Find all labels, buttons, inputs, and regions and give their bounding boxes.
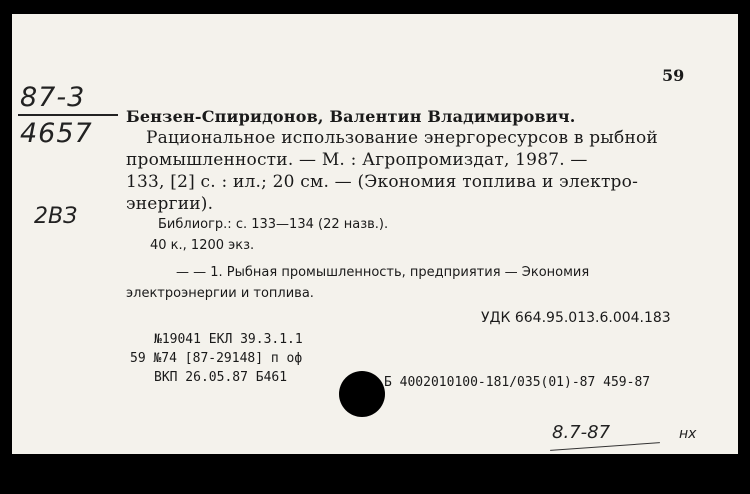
handwritten-underline — [550, 442, 660, 451]
shelf-mark-bottom: 4657 — [20, 118, 93, 149]
description-line-3: 133, [2] с. : ил.; 20 см. — (Экономия топлива и электро- — [126, 172, 639, 192]
bibliography-note: Библиогр.: с. 133—134 (22 назв.). — [158, 217, 389, 232]
registry-code-2: 59 №74 [87-29148] п оф — [130, 351, 303, 366]
author-heading: Бензен-Спиридонов, Валентин Владимирович. — [126, 107, 576, 126]
catalog-card — [12, 14, 738, 454]
publisher-code: Б 4002010100-181/035(01)-87 459-87 — [384, 375, 651, 390]
registry-code-1: №19041 ЕКЛ 39.3.1.1 — [154, 332, 303, 347]
punch-hole — [339, 371, 385, 417]
subject-line-2: электроэнергии и топлива. — [126, 286, 314, 301]
udk-classification: УДК 664.95.013.6.004.183 — [481, 310, 671, 326]
registry-code-3: ВКП 26.05.87 Б461 — [154, 370, 288, 385]
price-and-print-run: 40 к., 1200 экз. — [150, 238, 255, 253]
handwritten-initials: нх — [679, 426, 697, 442]
description-line-1: Рациональное использование энергоресурсов в рыбной — [146, 128, 658, 148]
description-line-4: энергии). — [126, 194, 214, 214]
subject-line-1: — — 1. Рыбная промышленность, предприятия — Экономия — [176, 265, 590, 280]
page-number: 59 — [662, 66, 685, 85]
shelf-mark-top: 87-3 — [20, 82, 86, 113]
description-line-2: промышленности. — М. : Агропромиздат, 1987. — — [126, 150, 588, 170]
handwritten-number: 2ВЗ — [34, 204, 78, 229]
shelf-mark-divider — [18, 114, 118, 116]
handwritten-date: 8.7-87 — [552, 422, 611, 443]
